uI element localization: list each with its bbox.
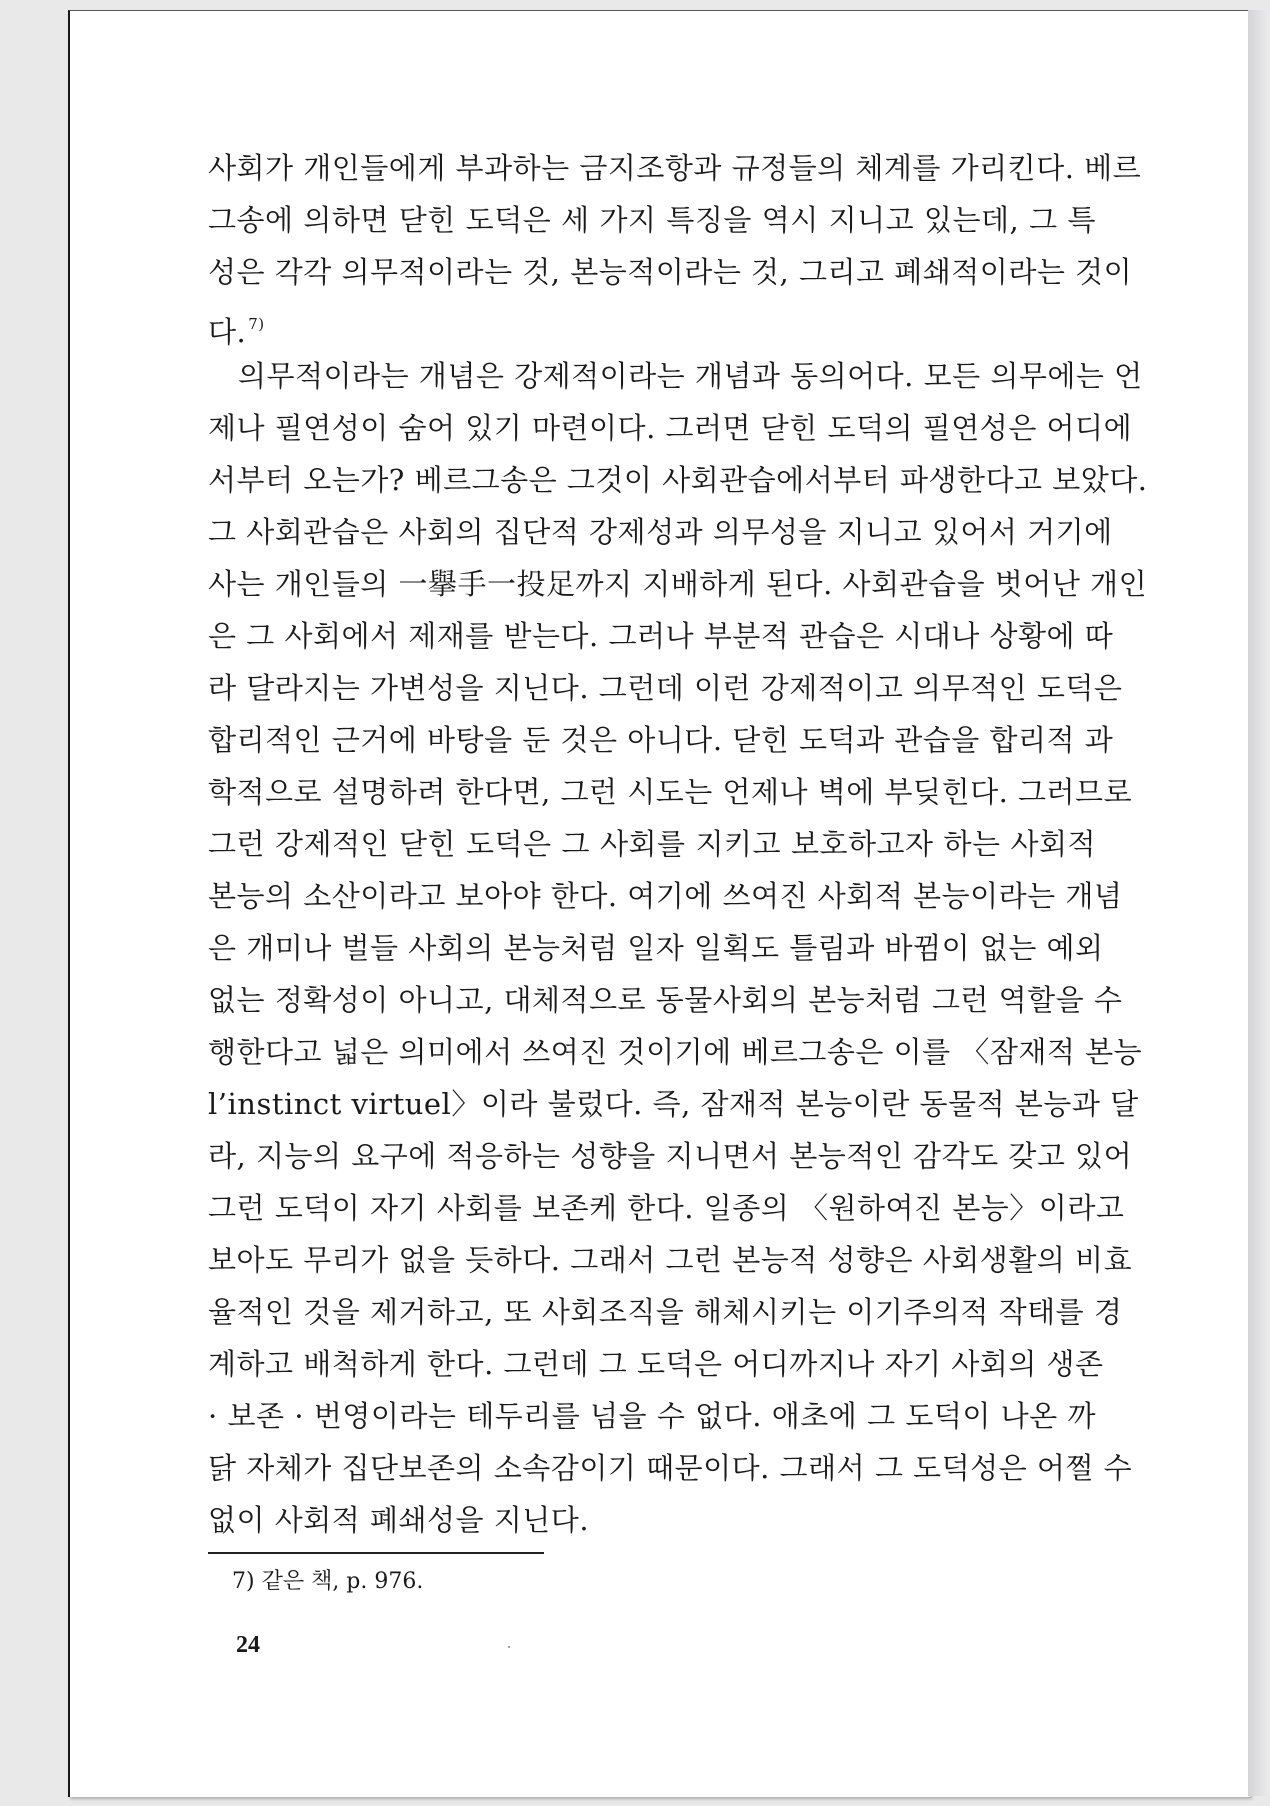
text-line: 그 사회관습은 사회의 집단적 강제성과 의무성을 지니고 있어서 거기에 [208, 515, 1113, 549]
text-line: 보아도 무리가 없을 듯하다. 그래서 그런 본능적 성향은 사회생활의 비효 [208, 1243, 1133, 1277]
footnote: 7) 같은 책, p. 976. [232, 1569, 424, 1594]
text-line: 본능의 소산이라고 보아야 한다. 여기에 쓰여진 사회적 본능이라는 개념 [208, 879, 1123, 913]
text-line: 닭 자체가 집단보존의 소속감이기 때문이다. 그래서 그 도덕성은 어쩔 수 [208, 1451, 1133, 1485]
text-line: 율적인 것을 제거하고, 또 사회조직을 해체시키는 이기주의적 작태를 경 [208, 1295, 1123, 1329]
text-line: 제나 필연성이 숨어 있기 마련이다. 그러면 닫힌 도덕의 필연성은 어디에 [208, 411, 1133, 445]
page-number: 24 [236, 1632, 260, 1658]
text-line: 그송에 의하면 닫힌 도덕은 세 가지 특징을 역시 지니고 있는데, 그 특 [208, 203, 1096, 237]
text-line: 서부터 오는가? 베르그송은 그것이 사회관습에서부터 파생한다고 보았다. [208, 463, 1148, 497]
footnote-divider [208, 1552, 544, 1554]
footnote-marker: 7) [248, 315, 265, 333]
scan-speck [508, 1646, 510, 1648]
text-line [208, 302, 1096, 349]
text-line: 라 달라지는 가변성을 지닌다. 그런데 이런 강제적이고 의무적인 도덕은 [208, 671, 1123, 705]
text-line: 성은 각각 의무적이라는 것, 본능적이라는 것, 그리고 폐쇄적이라는 것이 [208, 255, 1133, 289]
paragraph-first-line: 의무적이라는 개념은 강제적이라는 개념과 동의어다. 모든 의무에는 언 [238, 359, 1143, 393]
text-line: 라, 지능의 요구에 적응하는 성향을 지니면서 본능적인 감각도 갖고 있어 [208, 1139, 1133, 1173]
text-line: 학적으로 설명하려 한다면, 그런 시도는 언제나 벽에 부딪힌다. 그러므로 [208, 775, 1133, 809]
text-line: 은 그 사회에서 제재를 받는다. 그러나 부분적 관습은 시대나 상황에 따 [208, 619, 1114, 653]
text-line: · 보존 · 번영이라는 테두리를 넘을 수 없다. 애초에 그 도덕이 나온 까 [208, 1399, 1096, 1433]
text-line: 계하고 배척하게 한다. 그런데 그 도덕은 어디까지나 자기 사회의 생존 [208, 1347, 1104, 1381]
text-line: 없는 정확성이 아니고, 대체적으로 동물사회의 본능처럼 그런 역할을 수 [208, 983, 1123, 1017]
text-line: l’instinct virtuel〉이라 불렀다. 즉, 잠재적 본능이란 동물적 본능과 달 [208, 1087, 1139, 1121]
text-line: 사는 개인들의 一擧手一投足까지 지배하게 된다. 사회관습을 벗어난 개인 [208, 567, 1148, 601]
page-edge-shadow [1248, 10, 1270, 1796]
text-line-content: 다. [208, 315, 247, 349]
text-line: 그런 강제적인 닫힌 도덕은 그 사회를 지키고 보호하고자 하는 사회적 [208, 827, 1096, 861]
text-line: 그런 도덕이 자기 사회를 보존케 한다. 일종의 〈원하여진 본능〉이라고 [208, 1191, 1125, 1225]
text-line: 은 개미나 벌들 사회의 본능처럼 일자 일획도 틀림과 바뀜이 없는 예외 [208, 931, 1104, 965]
text-line: 행한다고 넓은 의미에서 쓰여진 것이기에 베르그송은 이를 〈잠재적 본능 [208, 1035, 1143, 1069]
text-line: 사회가 개인들에게 부과하는 금지조항과 규정들의 체계를 가리킨다. 베르 [208, 151, 1142, 185]
text-line: 합리적인 근거에 바탕을 둔 것은 아니다. 닫힌 도덕과 관습을 합리적 과 [208, 723, 1114, 757]
text-line: 없이 사회적 폐쇄성을 지닌다. [208, 1503, 590, 1537]
